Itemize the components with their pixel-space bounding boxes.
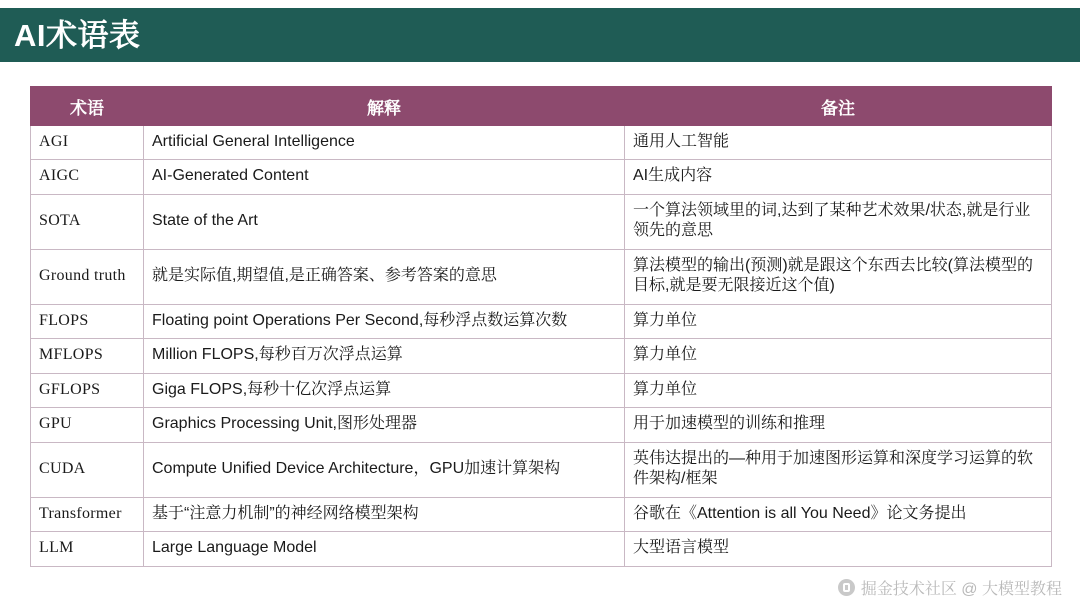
cell-term: AGI bbox=[31, 126, 144, 160]
cell-explain: Floating point Operations Per Second,每秒浮点数运算次数 bbox=[144, 304, 625, 338]
cell-explain: Giga FLOPS,每秒十亿次浮点运算 bbox=[144, 373, 625, 407]
cell-note: 英伟达提出的—种用于加速图形运算和深度学习运算的软件架构/框架 bbox=[625, 442, 1052, 497]
cell-explain: Large Language Model bbox=[144, 532, 625, 566]
cell-note: 算力单位 bbox=[625, 373, 1052, 407]
cell-explain: 基于“注意力机制”的神经网络模型架构 bbox=[144, 497, 625, 531]
table-row bbox=[31, 532, 1052, 566]
table-row bbox=[31, 339, 1052, 373]
cell-term: FLOPS bbox=[31, 304, 144, 338]
cell-note: 算法模型的输出(预测)就是跟这个东西去比较(算法模型的目标,就是要无限接近这个值) bbox=[625, 249, 1052, 304]
watermark-text: 掘金技术社区 @ 大模型教程 bbox=[860, 581, 1062, 598]
column-header-explain: 解释 bbox=[144, 87, 625, 126]
title-bar bbox=[0, 8, 1080, 62]
table-row bbox=[31, 442, 1052, 497]
table-row bbox=[31, 408, 1052, 442]
cell-term: MFLOPS bbox=[31, 339, 144, 373]
cell-note: AI生成内容 bbox=[625, 160, 1052, 194]
page-title: AI术语表 bbox=[14, 17, 141, 53]
table-row bbox=[31, 497, 1052, 531]
table-row bbox=[31, 126, 1052, 160]
cell-term: LLM bbox=[31, 532, 144, 566]
column-header-term: 术语 bbox=[31, 87, 144, 126]
table-row bbox=[31, 373, 1052, 407]
cell-note: 算力单位 bbox=[625, 339, 1052, 373]
cell-note: 通用人工智能 bbox=[625, 126, 1052, 160]
table-row bbox=[31, 304, 1052, 338]
cell-note: 算力单位 bbox=[625, 304, 1052, 338]
cell-term: GFLOPS bbox=[31, 373, 144, 407]
cell-note: 谷歌在《Attention is all You Need》论文务提出 bbox=[625, 497, 1052, 531]
cell-explain: 就是实际值,期望值,是正确答案、参考答案的意思 bbox=[144, 249, 625, 304]
cell-note: 一个算法领域里的词,达到了某种艺术效果/状态,就是行业领先的意思 bbox=[625, 194, 1052, 249]
table-header-row bbox=[31, 87, 1052, 126]
user-circle-icon bbox=[838, 579, 855, 596]
cell-term: CUDA bbox=[31, 442, 144, 497]
cell-term: SOTA bbox=[31, 194, 144, 249]
cell-term: AIGC bbox=[31, 160, 144, 194]
cell-explain: Compute Unified Device Architecture，GPU加速计算架构 bbox=[144, 442, 625, 497]
table-row bbox=[31, 160, 1052, 194]
cell-explain: Artificial General Intelligence bbox=[144, 126, 625, 160]
glossary-table bbox=[30, 86, 1052, 567]
cell-explain: AI-Generated Content bbox=[144, 160, 625, 194]
cell-term: Transformer bbox=[31, 497, 144, 531]
cell-note: 用于加速模型的训练和推理 bbox=[625, 408, 1052, 442]
cell-explain: Graphics Processing Unit,图形处理器 bbox=[144, 408, 625, 442]
table-row bbox=[31, 249, 1052, 304]
cell-term: GPU bbox=[31, 408, 144, 442]
glossary-table-container bbox=[30, 86, 1051, 567]
cell-note: 大型语言模型 bbox=[625, 532, 1052, 566]
column-header-note: 备注 bbox=[625, 87, 1052, 126]
cell-term: Ground truth bbox=[31, 249, 144, 304]
table-row bbox=[31, 194, 1052, 249]
cell-explain: State of the Art bbox=[144, 194, 625, 249]
cell-explain: Million FLOPS,每秒百万次浮点运算 bbox=[144, 339, 625, 373]
watermark bbox=[838, 576, 1062, 599]
